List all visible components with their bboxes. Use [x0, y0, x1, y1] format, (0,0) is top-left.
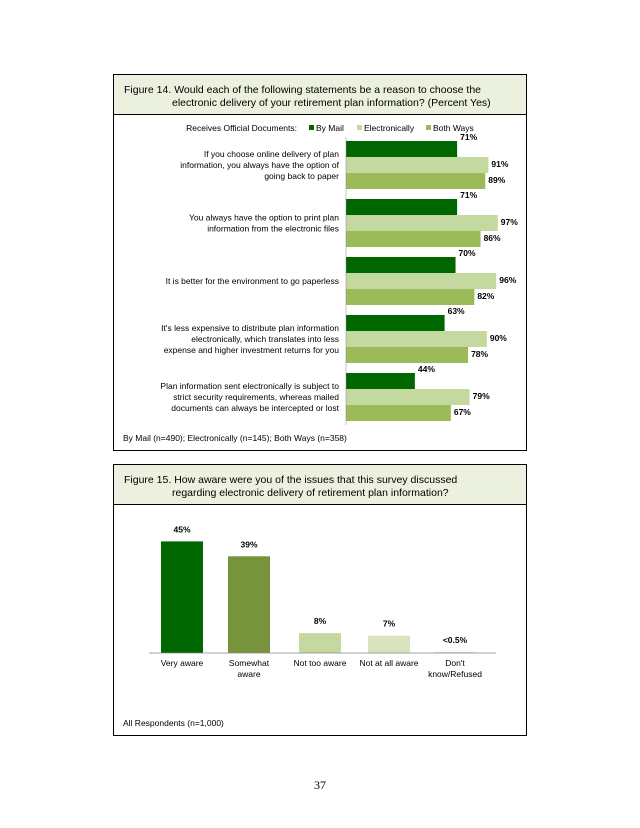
category-label: Very aware [160, 658, 204, 668]
bar-electronically [346, 273, 496, 289]
data-label: <0.5% [442, 635, 468, 646]
category-label: If you choose online delivery of plan [203, 149, 339, 159]
bar [228, 556, 270, 653]
category-label: Not too aware [293, 658, 347, 668]
figure-14-chart [114, 115, 528, 430]
data-label: 67% [453, 407, 471, 417]
data-label: 97% [500, 217, 518, 227]
bar-electronically [346, 215, 498, 231]
bar-by-mail [346, 199, 457, 215]
bar-by-mail [346, 315, 445, 331]
data-label: 70% [458, 248, 476, 258]
legend-swatch [357, 125, 362, 130]
category-label: expense and higher investment returns for you [163, 345, 339, 355]
category-label: strict security requirements, whereas mailed [173, 392, 339, 402]
category-label: know/Refused [428, 669, 482, 679]
data-label: 82% [477, 291, 495, 301]
category-label: Don't [445, 658, 465, 668]
figure-14-title-line1: Figure 14. Would each of the following statements be a reason to choose the [124, 84, 482, 96]
bar [299, 633, 341, 653]
bar-electronically [346, 389, 470, 405]
bar [161, 541, 203, 653]
bar-both-ways [346, 405, 451, 421]
data-label: 39% [240, 539, 258, 550]
bar-both-ways [346, 347, 468, 363]
figure-14-title [114, 75, 526, 115]
figure-14-footer: By Mail (n=490); Electronically (n=145); Both Ways (n=358) [123, 433, 347, 443]
category-label: It's less expensive to distribute plan information [161, 323, 339, 333]
data-label: 91% [491, 159, 509, 169]
figure-15-panel [113, 464, 527, 736]
category-label: It is better for the environment to go paperless [165, 276, 339, 286]
data-label: 79% [472, 391, 490, 401]
category-label: electronically, which translates into less [191, 334, 339, 344]
category-label: documents can always be intercepted or lost [171, 403, 339, 413]
bar-electronically [346, 157, 488, 173]
bar-by-mail [346, 141, 457, 157]
category-label: Not at all aware [359, 658, 419, 668]
data-label: 78% [471, 349, 489, 359]
legend-label: By Mail [316, 123, 344, 133]
bar-by-mail [346, 257, 456, 273]
bar [368, 636, 410, 653]
legend-title: Receives Official Documents: [186, 123, 297, 133]
bar-both-ways [346, 231, 481, 247]
category-label: aware [237, 669, 261, 679]
data-label: 71% [460, 132, 478, 142]
category-label: Somewhat [228, 658, 270, 668]
bar-electronically [346, 331, 487, 347]
category-label: information, you always have the option of [180, 160, 339, 170]
bar-both-ways [346, 173, 485, 189]
data-label: 8% [313, 616, 327, 627]
legend-swatch [309, 125, 314, 130]
figure-15-footer: All Respondents (n=1,000) [123, 718, 224, 728]
data-label: 44% [417, 364, 435, 374]
category-label: Plan information sent electronically is subject to [160, 381, 339, 391]
figure-14-title-line2: electronic delivery of your retirement plan information? (Percent Yes) [172, 97, 491, 109]
data-label: 7% [382, 618, 396, 629]
figure-15-title-line2: regarding electronic delivery of retirement plan information? [172, 487, 449, 499]
figure-14-panel [113, 74, 527, 451]
bar-both-ways [346, 289, 474, 305]
legend-label: Both Ways [433, 123, 474, 133]
category-label: going back to paper [264, 171, 339, 181]
category-label: You always have the option to print plan [189, 212, 339, 223]
figure-15-chart [114, 505, 528, 715]
figure-15-title-line1: Figure 15. How aware were you of the issues that this survey discussed [124, 474, 458, 486]
data-label: 71% [460, 190, 478, 200]
category-label: information from the electronic files [207, 223, 339, 234]
data-label: 90% [489, 333, 507, 343]
bar-by-mail [346, 373, 415, 389]
data-label: 63% [447, 306, 465, 316]
data-label: 86% [483, 233, 501, 243]
data-label: 89% [488, 175, 506, 185]
data-label: 96% [499, 275, 517, 285]
legend-swatch [426, 125, 431, 130]
legend-label: Electronically [364, 123, 415, 133]
page-number: 37 [314, 778, 326, 792]
data-label: 45% [173, 524, 191, 535]
figure-15-title [114, 465, 526, 505]
